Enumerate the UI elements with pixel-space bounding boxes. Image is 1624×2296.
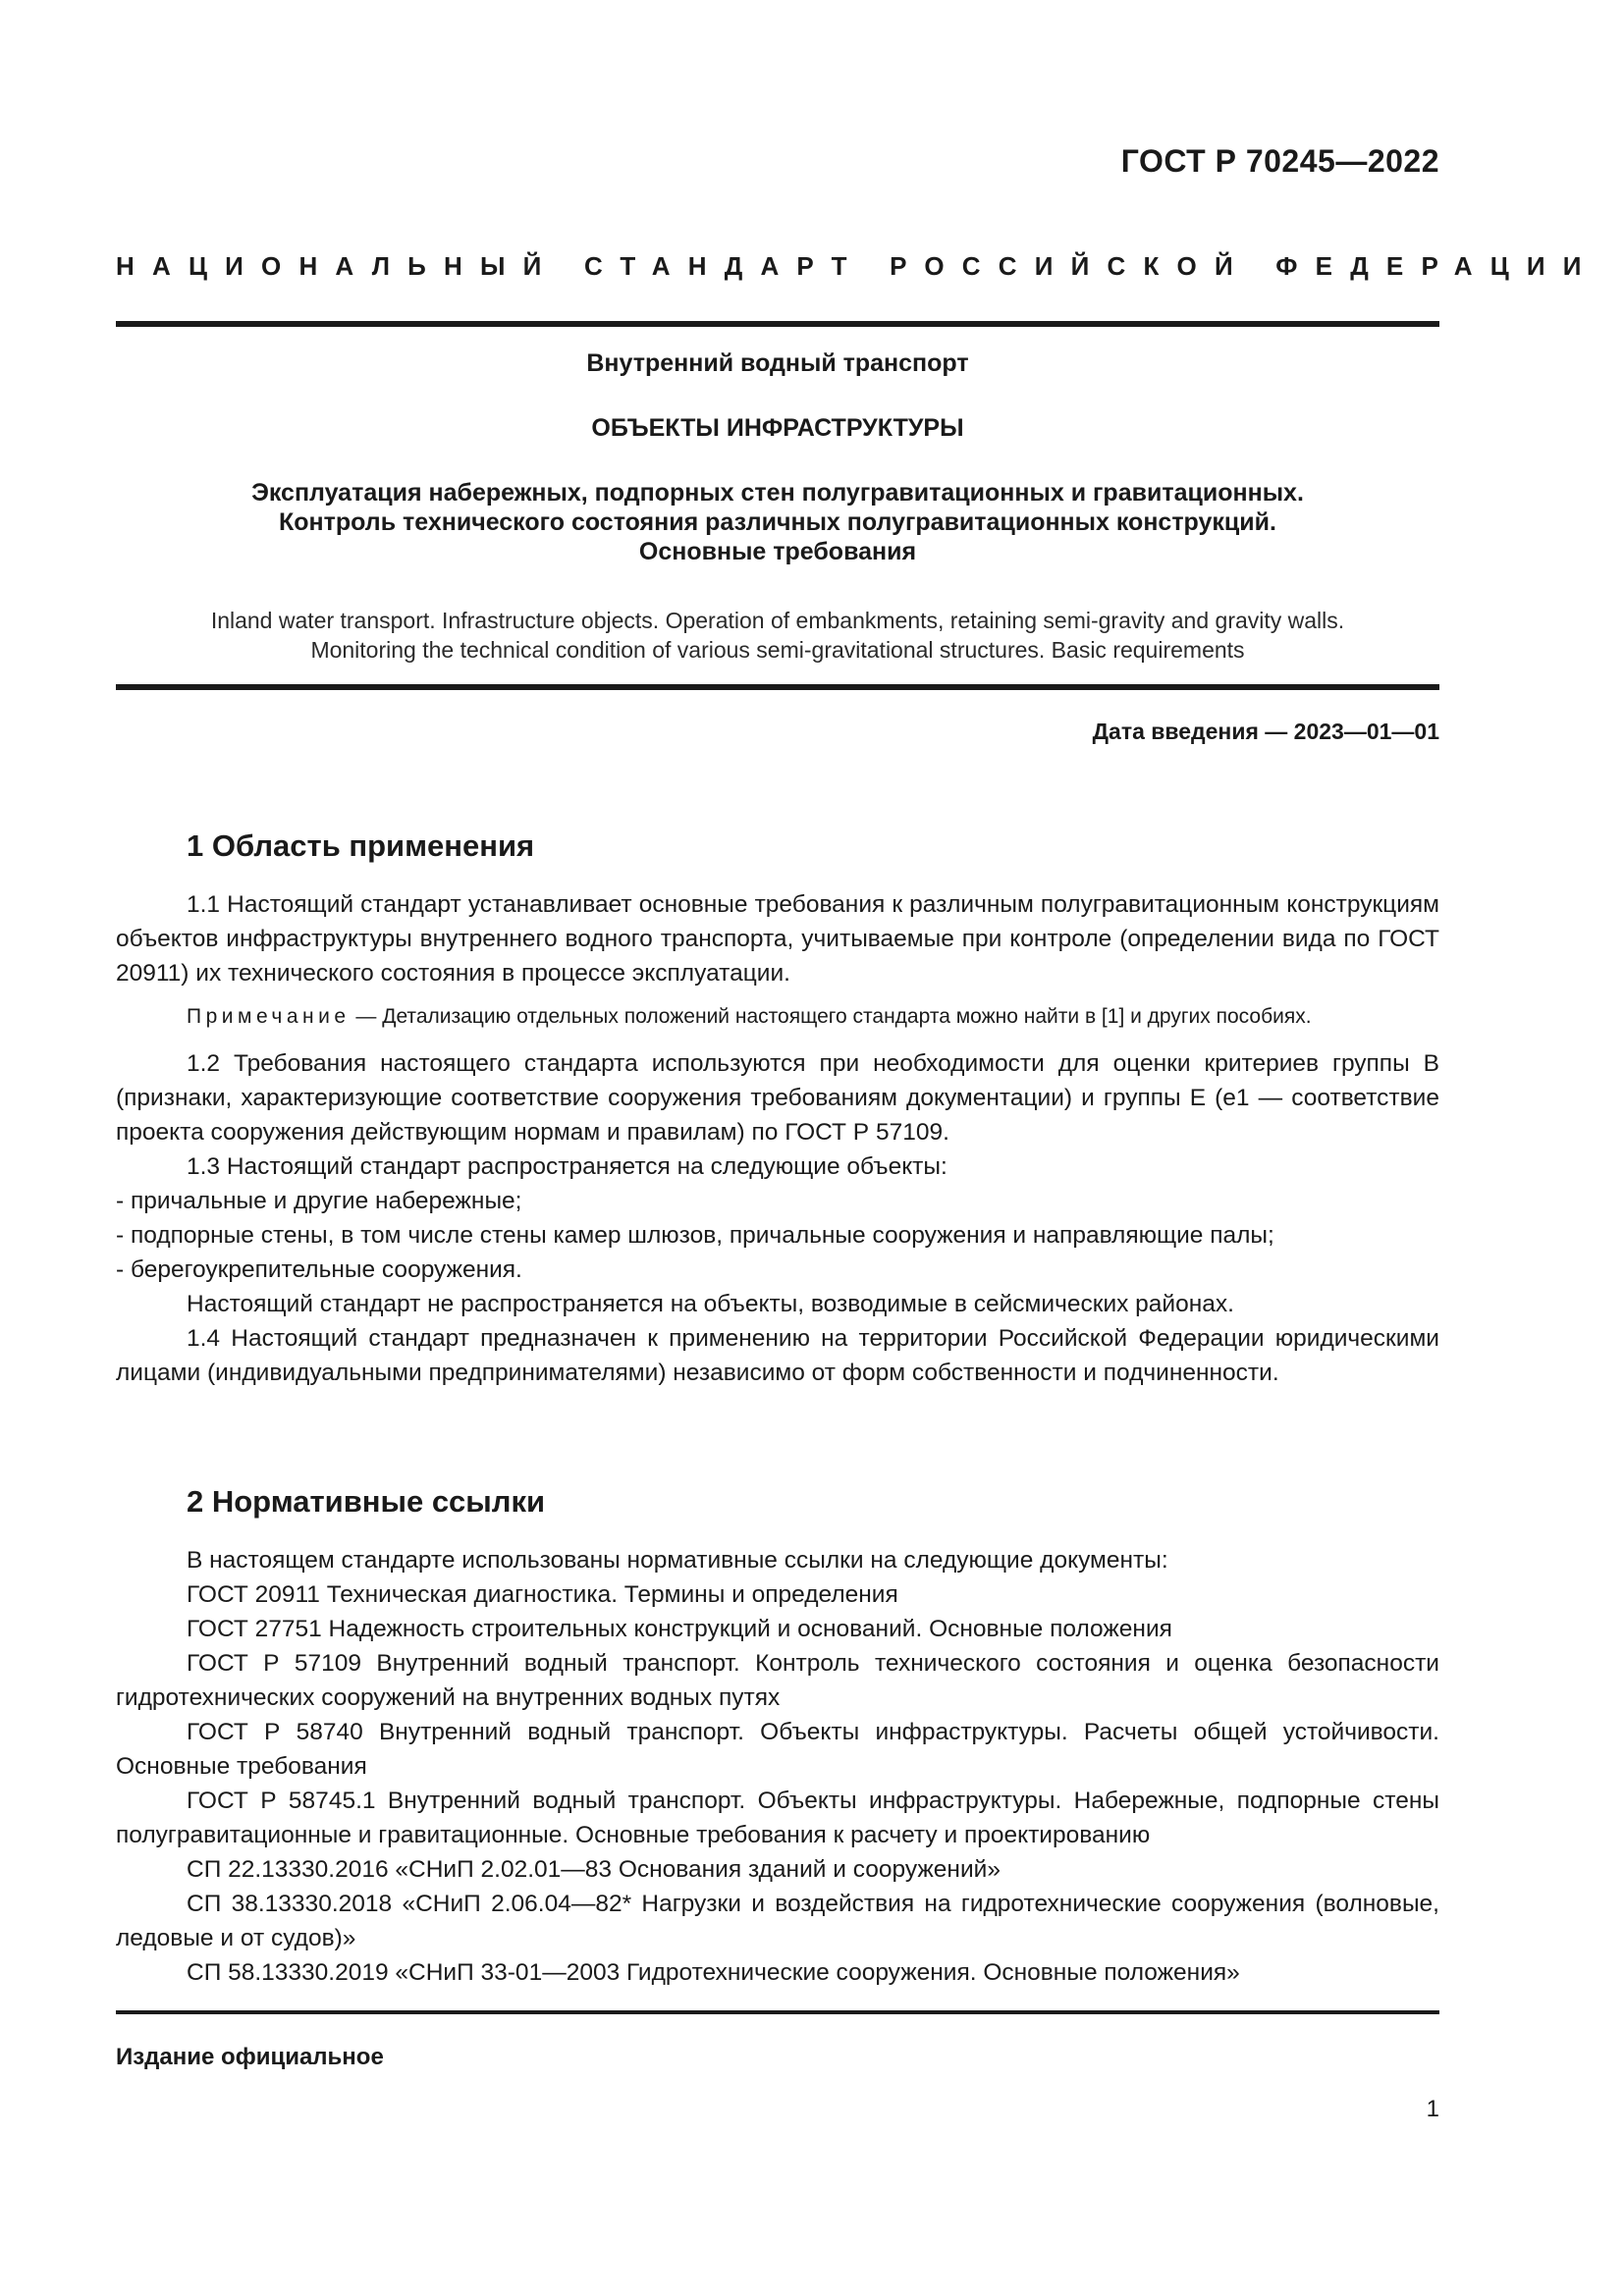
reference-item: СП 22.13330.2016 «СНиП 2.02.01—83 Основания зданий и сооружений» [187, 1856, 1001, 1883]
paragraph-1-4: 1.4 Настоящий стандарт предназначен к применению на территории Российской Федерации юридическими лицами (индивидуальными предпринимателями) независимо от форм собственности и подчиненности. [116, 1325, 1439, 1386]
title-divider [116, 684, 1439, 690]
section-2-heading: 2 Нормативные ссылки [187, 1484, 546, 1519]
reference-item: ГОСТ Р 58740 Внутренний водный транспорт. Объекты инфраструктуры. Расчеты общей устойчивости. Основные требования [116, 1719, 1439, 1780]
note [116, 1002, 1439, 1031]
list-item: - берегоукрепительные сооружения. [116, 1256, 522, 1283]
list-item: - подпорные стены, в том числе стены камер шлюзов, причальные сооружения и направляющие палы; [116, 1222, 1274, 1249]
paragraph-1-1: 1.1 Настоящий стандарт устанавливает основные требования к различным полугравитационным конструкциям объектов инфраструктуры внутреннего водного транспорта, учитываемые при контроле (определении вида по ГОСТ 20911) их технического состояния в процессе эксплуатации. [116, 891, 1439, 987]
section-1 [116, 828, 1439, 864]
title-en-line: Monitoring the technical condition of various semi-gravitational structures. Basic requirements [310, 637, 1245, 663]
section-1-body [116, 887, 1439, 1390]
section-1-heading: 1 Область применения [187, 828, 535, 863]
note-text: — Детализацию отдельных положений настоящего стандарта можно найти в [1] и других пособиях. [350, 1005, 1312, 1028]
footer-divider [116, 2010, 1439, 2014]
list-item: - причальные и другие набережные; [116, 1188, 522, 1214]
title-ru-line: Эксплуатация набережных, подпорных стен полугравитационных и гравитационных. [251, 479, 1304, 507]
official-edition-label: Издание официальное [116, 2044, 384, 2070]
reference-item: ГОСТ Р 58745.1 Внутренний водный транспорт. Объекты инфраструктуры. Набережные, подпорные стены полугравитационные и гравитационные. Основные требования к расчету и проектированию [116, 1788, 1439, 1848]
section-2 [116, 1484, 1439, 1520]
references-intro: В настоящем стандарте использованы нормативные ссылки на следующие документы: [187, 1547, 1168, 1574]
reference-item: ГОСТ Р 57109 Внутренний водный транспорт. Контроль технического состояния и оценка безопасности гидротехнических сооружений на внутренних водных путях [116, 1650, 1439, 1711]
document-number: ГОСТ Р 70245—2022 [1120, 143, 1439, 179]
reference-item: ГОСТ 27751 Надежность строительных конструкций и оснований. Основные положения [187, 1616, 1172, 1642]
document-title-en [116, 606, 1439, 665]
paragraph-1-3: 1.3 Настоящий стандарт распространяется на следующие объекты: [187, 1153, 947, 1180]
reference-item: СП 58.13330.2019 «СНиП 33-01—2003 Гидротехнические сооружения. Основные положения» [187, 1959, 1240, 1986]
page-number: 1 [1426, 2096, 1439, 2122]
title-ru-line: Основные требования [638, 538, 917, 565]
national-standard-title: НАЦИОНАЛЬНЫЙ СТАНДАРТ РОССИЙСКОЙ ФЕДЕРАЦИИ [116, 251, 1599, 281]
subject-line: Внутренний водный транспорт [586, 349, 969, 377]
note-label: Примечание [187, 1005, 351, 1028]
paragraph-1-2: 1.2 Требования настоящего стандарта используются при необходимости для оценки критериев группы В (признаки, характеризующие соответствие сооружения требованиям документации) и группы Е (е1 — соответствие проекта сооружения действующим нормам и правилам) по ГОСТ Р 57109. [116, 1050, 1439, 1146]
top-divider [116, 321, 1439, 327]
title-ru-line: Контроль технического состояния различных полугравитационных конструкций. [279, 508, 1276, 536]
paragraph-1-3-exclusion: Настоящий стандарт не распространяется на объекты, возводимые в сейсмических районах. [187, 1291, 1234, 1317]
document-title-ru [116, 478, 1439, 566]
section-2-body [116, 1543, 1439, 1990]
reference-item: СП 38.13330.2018 «СНиП 2.06.04—82* Нагрузки и воздействия на гидротехнические сооружения (волновые, ледовые и от судов)» [116, 1891, 1439, 1951]
reference-item: ГОСТ 20911 Техническая диагностика. Термины и определения [187, 1581, 898, 1608]
introduction-date: Дата введения — 2023—01—01 [1092, 719, 1439, 744]
subject-caps-line: ОБЪЕКТЫ ИНФРАСТРУКТУРЫ [591, 414, 964, 442]
title-en-line: Inland water transport. Infrastructure objects. Operation of embankments, retaining semi-gravity and gravity walls. [210, 608, 1345, 633]
